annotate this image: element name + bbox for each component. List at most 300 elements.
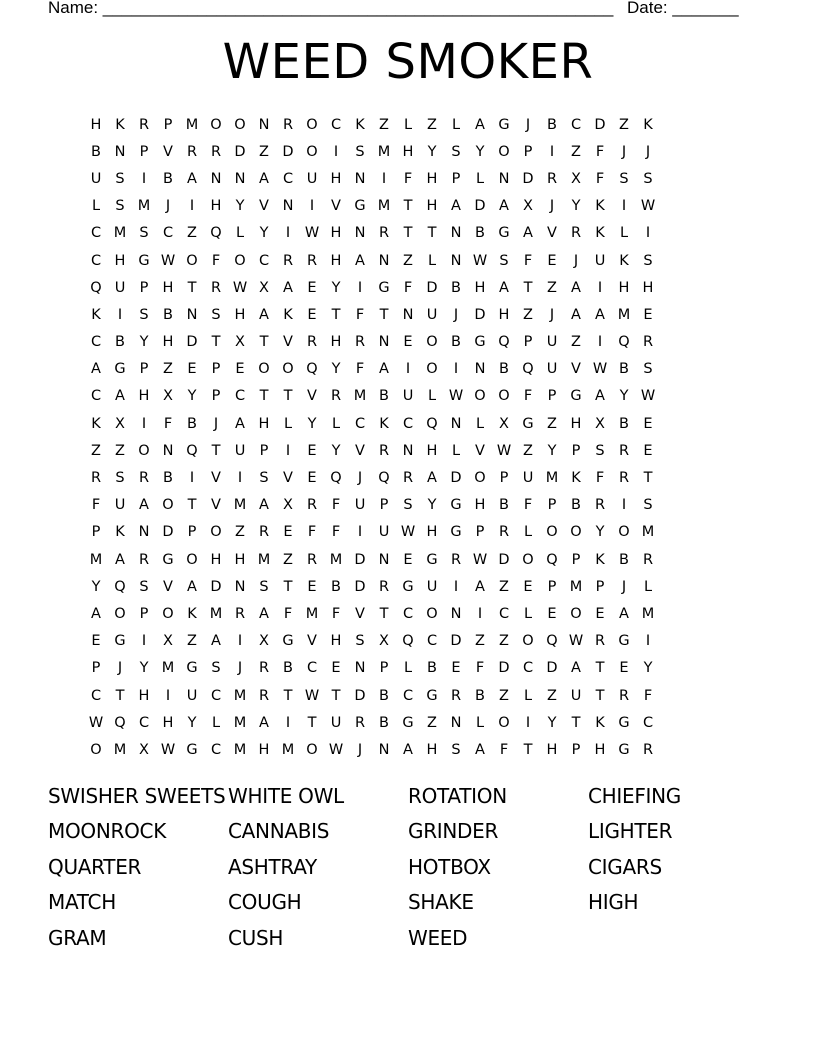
grid-letter: T <box>595 687 605 704</box>
grid-letter: V <box>475 442 485 459</box>
grid-letter: I <box>549 143 555 160</box>
grid-letter: P <box>547 388 557 405</box>
grid-letter: D <box>498 660 510 677</box>
grid-letter: G <box>402 578 414 595</box>
grid-letter: L <box>403 660 413 677</box>
grid-letter: R <box>258 687 270 704</box>
word-list-item: WEED <box>408 925 468 950</box>
grid-letter: C <box>210 741 222 758</box>
grid-letter: P <box>139 605 149 622</box>
page-title: WEED SMOKER <box>222 34 594 90</box>
grid-row <box>84 138 732 165</box>
grid-letter: M <box>329 551 343 568</box>
grid-letter: U <box>114 497 126 514</box>
grid-row <box>84 410 732 437</box>
grid-letter: R <box>306 551 318 568</box>
grid-letter: P <box>475 524 485 541</box>
grid-letter: B <box>163 470 173 487</box>
grid-letter: X <box>139 741 149 758</box>
grid-letter: G <box>498 116 510 133</box>
grid-letter: N <box>450 225 462 242</box>
grid-letter: O <box>258 361 270 378</box>
grid-letter: K <box>571 470 581 487</box>
grid-letter: O <box>306 143 318 160</box>
grid-letter: M <box>281 741 295 758</box>
grid-letter: B <box>619 415 629 432</box>
grid-letter: J <box>525 116 531 133</box>
grid-letter: P <box>211 361 221 378</box>
grid-letter: B <box>619 361 629 378</box>
grid-letter: T <box>259 388 269 405</box>
grid-letter: Y <box>643 660 653 677</box>
grid-letter: P <box>523 334 533 351</box>
grid-letter: O <box>90 741 102 758</box>
grid-letter: E <box>547 605 557 622</box>
grid-letter: U <box>594 252 606 269</box>
grid-letter: K <box>643 116 653 133</box>
grid-letter: G <box>474 334 486 351</box>
grid-letter: J <box>621 578 627 595</box>
grid-letter: A <box>427 470 437 487</box>
grid-letter: R <box>618 687 630 704</box>
grid-letter: N <box>450 415 462 432</box>
grid-letter: N <box>378 551 390 568</box>
grid-letter: Z <box>499 633 509 650</box>
grid-letter: G <box>522 415 534 432</box>
grid-letter: M <box>161 660 175 677</box>
grid-letter: O <box>570 605 582 622</box>
grid-row <box>84 111 732 138</box>
grid-letter: H <box>330 225 342 242</box>
word-row <box>48 814 768 850</box>
grid-letter: L <box>523 524 533 541</box>
grid-letter: M <box>377 198 391 215</box>
grid-letter: R <box>402 470 414 487</box>
grid-letter: N <box>354 660 366 677</box>
grid-letter: U <box>426 578 438 595</box>
grid-letter: S <box>259 470 269 487</box>
grid-letter: A <box>571 306 581 323</box>
word-list-item: SWISHER SWEETS <box>48 783 226 808</box>
grid-letter: H <box>258 741 270 758</box>
grid-letter: A <box>571 279 581 296</box>
date-field[interactable]: Date: _______ <box>627 0 739 17</box>
grid-letter: G <box>114 361 126 378</box>
grid-letter: V <box>283 470 293 487</box>
word-list-item: CANNABIS <box>228 819 330 844</box>
grid-letter: D <box>498 551 510 568</box>
grid-letter: G <box>186 741 198 758</box>
grid-letter: J <box>621 143 627 160</box>
grid-letter: B <box>283 660 293 677</box>
grid-letter: I <box>525 714 531 731</box>
grid-letter: N <box>378 334 390 351</box>
grid-letter: V <box>211 470 221 487</box>
grid-letter: O <box>474 388 486 405</box>
grid-letter: S <box>451 143 461 160</box>
header-line <box>48 0 748 20</box>
grid-letter: M <box>545 470 559 487</box>
grid-letter: Q <box>114 714 126 731</box>
grid-letter: D <box>234 143 246 160</box>
grid-letter: C <box>330 116 342 133</box>
grid-letter: Y <box>595 524 605 541</box>
grid-letter: F <box>499 741 509 758</box>
grid-letter: U <box>186 687 198 704</box>
grid-letter: R <box>282 116 294 133</box>
grid-letter: E <box>307 442 317 459</box>
grid-letter: R <box>354 714 366 731</box>
grid-letter: P <box>91 524 101 541</box>
grid-letter: R <box>330 388 342 405</box>
grid-letter: C <box>402 687 414 704</box>
grid-letter: L <box>451 116 461 133</box>
word-list-item: HIGH <box>588 890 639 915</box>
grid-row <box>84 329 732 356</box>
grid-letter: N <box>186 306 198 323</box>
grid-letter: M <box>353 388 367 405</box>
grid-letter: G <box>402 714 414 731</box>
grid-row <box>84 682 732 709</box>
grid-letter: A <box>187 578 197 595</box>
grid-letter: Z <box>523 306 533 323</box>
grid-letter: K <box>595 225 605 242</box>
grid-letter: X <box>571 170 581 187</box>
grid-letter: R <box>642 741 654 758</box>
grid-letter: I <box>285 225 291 242</box>
grid-letter: E <box>595 605 605 622</box>
grid-letter: N <box>138 524 150 541</box>
grid-letter: J <box>213 415 219 432</box>
grid-letter: M <box>209 605 223 622</box>
grid-row <box>84 709 732 736</box>
grid-letter: F <box>403 170 413 187</box>
grid-letter: M <box>617 306 631 323</box>
grid-letter: H <box>138 687 150 704</box>
grid-letter: W <box>304 225 320 242</box>
word-row <box>48 885 768 921</box>
grid-letter: B <box>547 116 557 133</box>
grid-letter: F <box>595 143 605 160</box>
grid-letter: Z <box>259 143 269 160</box>
grid-letter: D <box>354 578 366 595</box>
grid-letter: C <box>498 605 510 622</box>
grid-letter: Q <box>114 578 126 595</box>
grid-letter: Y <box>475 143 485 160</box>
grid-letter: I <box>237 470 243 487</box>
grid-letter: H <box>426 442 438 459</box>
grid-letter: B <box>427 660 437 677</box>
grid-letter: Y <box>619 388 629 405</box>
grid-letter: H <box>234 306 246 323</box>
grid-letter: S <box>403 497 413 514</box>
grid-letter: I <box>165 687 171 704</box>
grid-letter: O <box>498 388 510 405</box>
grid-letter: L <box>451 442 461 459</box>
grid-letter: W <box>592 361 608 378</box>
grid-letter: K <box>595 551 605 568</box>
grid-letter: K <box>355 116 365 133</box>
grid-letter: X <box>283 497 293 514</box>
grid-letter: F <box>355 361 365 378</box>
grid-letter: L <box>283 415 293 432</box>
grid-letter: S <box>115 198 125 215</box>
grid-letter: H <box>498 306 510 323</box>
grid-letter: C <box>138 714 150 731</box>
grid-letter: X <box>523 198 533 215</box>
grid-letter: L <box>475 415 485 432</box>
grid-letter: P <box>139 279 149 296</box>
grid-letter: M <box>113 741 127 758</box>
grid-letter: I <box>189 470 195 487</box>
grid-letter: S <box>499 252 509 269</box>
grid-letter: B <box>499 361 509 378</box>
grid-letter: B <box>331 578 341 595</box>
grid-letter: R <box>210 279 222 296</box>
grid-letter: L <box>235 225 245 242</box>
grid-letter: V <box>259 198 269 215</box>
grid-letter: M <box>113 225 127 242</box>
grid-letter: L <box>211 714 221 731</box>
grid-letter: G <box>618 714 630 731</box>
grid-letter: O <box>618 524 630 541</box>
grid-letter: E <box>307 279 317 296</box>
grid-letter: C <box>522 660 534 677</box>
word-list-item: CHIEFING <box>588 783 682 808</box>
grid-letter: P <box>139 361 149 378</box>
grid-letter: M <box>233 714 247 731</box>
grid-letter: T <box>283 578 293 595</box>
grid-letter: P <box>499 470 509 487</box>
grid-letter: R <box>498 524 510 541</box>
grid-letter: Y <box>547 714 557 731</box>
grid-letter: H <box>402 143 414 160</box>
grid-letter: S <box>211 660 221 677</box>
grid-letter: V <box>283 334 293 351</box>
grid-letter: N <box>450 714 462 731</box>
grid-letter: W <box>304 687 320 704</box>
grid-letter: N <box>234 170 246 187</box>
grid-letter: G <box>138 252 150 269</box>
grid-letter: L <box>619 225 629 242</box>
grid-letter: Q <box>330 470 342 487</box>
grid-letter: O <box>186 252 198 269</box>
grid-letter: U <box>306 170 318 187</box>
grid-letter: D <box>522 170 534 187</box>
grid-letter: I <box>381 170 387 187</box>
grid-letter: R <box>354 334 366 351</box>
grid-letter: E <box>451 660 461 677</box>
grid-letter: Z <box>523 442 533 459</box>
grid-letter: Q <box>426 415 438 432</box>
grid-letter: E <box>307 470 317 487</box>
grid-letter: A <box>475 116 485 133</box>
grid-letter: P <box>547 578 557 595</box>
grid-letter: A <box>619 605 629 622</box>
grid-letter: A <box>595 388 605 405</box>
grid-letter: K <box>91 415 101 432</box>
grid-letter: W <box>400 524 416 541</box>
grid-letter: H <box>210 198 222 215</box>
grid-letter: O <box>210 116 222 133</box>
grid-letter: S <box>259 578 269 595</box>
grid-letter: T <box>595 660 605 677</box>
grid-letter: I <box>333 143 339 160</box>
grid-letter: E <box>403 334 413 351</box>
grid-letter: Y <box>139 660 149 677</box>
grid-letter: L <box>331 415 341 432</box>
grid-letter: P <box>595 578 605 595</box>
grid-letter: T <box>331 687 341 704</box>
grid-row <box>84 247 732 274</box>
grid-letter: M <box>89 551 103 568</box>
grid-letter: N <box>234 578 246 595</box>
grid-letter: H <box>330 170 342 187</box>
grid-letter: R <box>258 660 270 677</box>
grid-letter: T <box>187 497 197 514</box>
grid-letter: Y <box>187 388 197 405</box>
grid-letter: R <box>258 524 270 541</box>
grid-letter: U <box>570 687 582 704</box>
grid-letter: K <box>283 306 293 323</box>
word-list-item: MOONROCK <box>48 819 167 844</box>
grid-letter: N <box>402 306 414 323</box>
grid-letter: W <box>472 252 488 269</box>
grid-letter: I <box>309 198 315 215</box>
grid-letter: T <box>211 334 221 351</box>
grid-letter: A <box>499 198 509 215</box>
grid-letter: S <box>619 170 629 187</box>
grid-letter: T <box>379 605 389 622</box>
grid-row <box>84 600 732 627</box>
grid-letter: V <box>331 198 341 215</box>
grid-letter: T <box>115 687 125 704</box>
grid-letter: O <box>210 524 222 541</box>
grid-letter: W <box>640 388 656 405</box>
grid-letter: P <box>379 660 389 677</box>
grid-letter: U <box>354 497 366 514</box>
grid-letter: T <box>403 198 413 215</box>
grid-letter: F <box>331 605 341 622</box>
grid-letter: U <box>378 524 390 541</box>
grid-letter: R <box>594 633 606 650</box>
grid-letter: S <box>211 306 221 323</box>
word-list-item: SHAKE <box>408 890 474 915</box>
grid-row <box>84 220 732 247</box>
grid-letter: L <box>523 605 533 622</box>
grid-letter: G <box>162 551 174 568</box>
grid-row <box>84 301 732 328</box>
grid-letter: O <box>138 442 150 459</box>
word-list-item: GRAM <box>48 925 107 950</box>
grid-letter: R <box>138 470 150 487</box>
grid-letter: A <box>355 252 365 269</box>
grid-letter: G <box>498 225 510 242</box>
grid-letter: N <box>378 741 390 758</box>
grid-letter: P <box>163 116 173 133</box>
grid-letter: Z <box>379 116 389 133</box>
grid-letter: N <box>258 116 270 133</box>
grid-letter: I <box>405 361 411 378</box>
grid-letter: R <box>378 578 390 595</box>
grid-letter: Q <box>90 279 102 296</box>
grid-letter: J <box>237 660 243 677</box>
grid-letter: G <box>618 741 630 758</box>
grid-letter: W <box>640 198 656 215</box>
grid-letter: M <box>377 143 391 160</box>
grid-letter: H <box>426 741 438 758</box>
grid-letter: G <box>426 687 438 704</box>
grid-letter: I <box>357 524 363 541</box>
grid-letter: Y <box>91 578 101 595</box>
grid-letter: K <box>595 714 605 731</box>
name-field[interactable]: Name: ______________________________________________________ <box>48 0 614 17</box>
grid-letter: V <box>355 442 365 459</box>
grid-row <box>84 274 732 301</box>
grid-letter: Y <box>139 334 149 351</box>
grid-letter: M <box>137 198 151 215</box>
grid-letter: B <box>379 714 389 731</box>
grid-letter: P <box>139 143 149 160</box>
grid-letter: Y <box>427 497 437 514</box>
grid-letter: F <box>523 388 533 405</box>
grid-letter: N <box>354 170 366 187</box>
grid-letter: G <box>450 524 462 541</box>
grid-letter: H <box>546 741 558 758</box>
grid-letter: B <box>187 415 197 432</box>
grid-letter: T <box>379 306 389 323</box>
grid-letter: G <box>186 660 198 677</box>
grid-letter: Y <box>571 198 581 215</box>
grid-letter: L <box>427 252 437 269</box>
grid-letter: X <box>499 415 509 432</box>
grid-letter: E <box>643 306 653 323</box>
grid-letter: O <box>234 116 246 133</box>
grid-letter: M <box>233 497 247 514</box>
grid-letter: T <box>283 388 293 405</box>
grid-letter: H <box>162 714 174 731</box>
grid-letter: T <box>523 279 533 296</box>
grid-letter: Z <box>571 143 581 160</box>
grid-letter: S <box>595 442 605 459</box>
grid-letter: W <box>568 633 584 650</box>
grid-letter: A <box>499 279 509 296</box>
grid-letter: V <box>571 361 581 378</box>
grid-letter: N <box>378 252 390 269</box>
grid-letter: K <box>187 605 197 622</box>
grid-letter: Z <box>619 116 629 133</box>
grid-letter: V <box>355 605 365 622</box>
grid-letter: O <box>498 714 510 731</box>
grid-letter: H <box>642 279 654 296</box>
grid-letter: Y <box>331 361 341 378</box>
grid-letter: I <box>597 334 603 351</box>
grid-letter: I <box>621 497 627 514</box>
grid-letter: F <box>403 279 413 296</box>
grid-letter: F <box>595 170 605 187</box>
grid-letter: I <box>117 306 123 323</box>
grid-letter: A <box>571 660 581 677</box>
grid-letter: K <box>379 415 389 432</box>
word-row <box>48 920 768 956</box>
grid-letter: B <box>475 225 485 242</box>
grid-letter: H <box>426 170 438 187</box>
grid-letter: U <box>234 442 246 459</box>
grid-letter: Y <box>427 143 437 160</box>
grid-letter: M <box>569 578 583 595</box>
grid-letter: I <box>477 605 483 622</box>
grid-letter: R <box>450 687 462 704</box>
